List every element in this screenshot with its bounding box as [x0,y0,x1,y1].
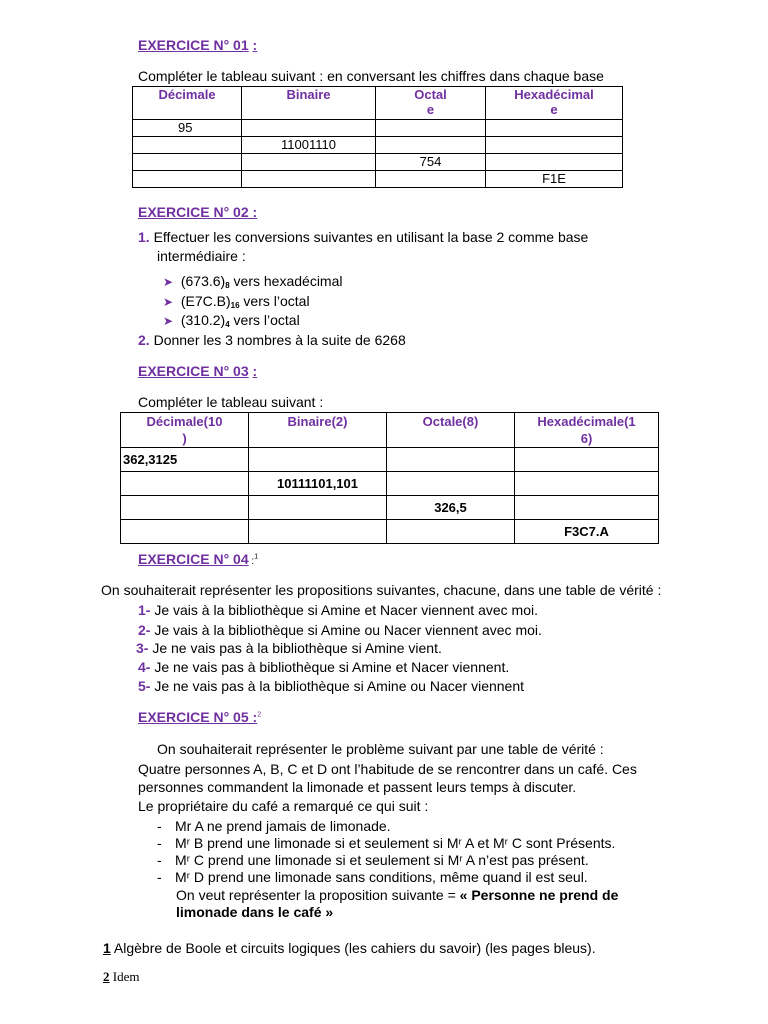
table-cell [133,171,242,188]
ex3-title-line [138,363,257,379]
ex1-colon: : [252,37,258,53]
ex1-header-cell: Binaire [242,87,376,120]
table-cell [242,171,376,188]
ex3-header-cell: Décimale(10 ) [121,413,249,448]
ex2-item1-number: 1. [138,229,150,245]
ex4-item: 4- Je ne vais pas à bibliothèque si Amine et Nacer viennent. [138,659,510,675]
table-cell: 754 [376,154,486,171]
table-cell [121,496,249,520]
ex3-table-header [121,413,659,448]
ex5-bullet: - Mr A ne prend jamais de limonade. [157,818,391,834]
arrow-bullet-icon: ➤ [163,275,174,289]
ex2-bullet: ➤ $(673.6)_8$ vers hexadécimal [163,273,343,290]
ex4-item: 5- Je ne vais pas à la bibliothèque si Amine ou Nacer viennent [138,678,525,694]
ex1-title: EXERCICE N° 01 [138,37,249,53]
ex5-intro: On souhaiterait représenter le problème suivant par une table de vérité : [157,741,604,757]
ex3-colon: : [252,363,258,379]
table-cell [249,496,387,520]
table-cell [133,154,242,171]
table-cell [486,137,623,154]
ex1-title-line [138,37,257,53]
dash-bullet-icon: - [157,869,162,885]
footnote-number: 2 [103,969,110,984]
ex4-intro: On souhaiterait représenter les propositions suivantes, chacune, dans une table de vérité : [101,582,662,598]
ex5-paragraph: Le propriétaire du café a remarqué ce qui suit : [138,798,429,814]
ex5-bullet: - Mʳ D prend une limonade sans conditions, même quand il est seul. [157,869,588,885]
ex1-table-header [133,87,623,120]
ex2-item1-text: Effectuer les conversions suivantes en utilisant la base 2 comme base [153,229,589,245]
ex4-item: 2- Je vais à la bibliothèque si Amine ou Nacer viennent avec moi. [138,622,542,638]
table-cell [387,472,515,496]
arrow-bullet-icon: ➤ [163,314,174,328]
ex3-header-cell: Binaire(2) [249,413,387,448]
ex5-proposition: On veut représenter la proposition suivante = « Personne ne prend de [176,887,619,903]
ex2-item2-text: Donner les 3 nombres à la suite de 6268 [153,332,406,348]
table-cell [486,120,623,137]
dash-bullet-icon: - [157,852,162,868]
table-cell [376,120,486,137]
table-cell [376,137,486,154]
ex3-instruction: Compléter le tableau suivant : [138,394,324,410]
table-cell: 326,5 [387,496,515,520]
table-cell [121,520,249,544]
table-row [121,472,659,496]
ex1-header-cell: Octal e [376,87,486,120]
ex5-title: EXERCICE N° 05 : [138,709,258,725]
ex1-header-cell: Décimale [133,87,242,120]
table-cell [515,448,659,472]
table-cell: 362,3125 [121,448,249,472]
ex5-bullet: - Mʳ B prend une limonade si et seulement si Mʳ A et Mʳ C sont Présents. [157,835,616,851]
table-cell: F1E [486,171,623,188]
ex1-header-cell: Hexadécimal e [486,87,623,120]
table-row [133,154,623,171]
table-cell: 11001110 [242,137,376,154]
ex2-item1-line2: intermédiaire : [157,248,246,264]
ex3-header-cell: Octale(8) [387,413,515,448]
ex5-title-line [138,709,261,725]
table-cell [249,448,387,472]
dash-bullet-icon: - [157,835,162,851]
table-cell [242,154,376,171]
table-cell [376,171,486,188]
ex1-instruction: Compléter le tableau suivant : en conversant les chiffres dans chaque base [138,68,604,84]
footnote-ref: 2 [257,711,262,719]
ex3-table [120,412,659,544]
footnote [103,940,596,956]
ex4-item: 3- Je ne vais pas à la bibliothèque si Amine vient. [136,640,442,656]
footnote [103,969,139,985]
table-cell [121,472,249,496]
dash-bullet-icon: - [157,818,162,834]
table-cell [242,120,376,137]
table-row [121,520,659,544]
table-cell: 95 [133,120,242,137]
footnote-text: Idem [109,969,140,984]
table-cell [133,137,242,154]
footnote-text: Algèbre de Boole et circuits logiques (les cahiers du savoir) (les pages bleus). [110,940,596,956]
table-cell [387,448,515,472]
arrow-bullet-icon: ➤ [163,295,174,309]
ex2-bullet: ➤ $(E7C.B)_{16}$ vers l’octal [163,293,310,310]
table-cell [515,472,659,496]
ex2-bullet: ➤ $(310.2)_4$ vers l’octal [163,312,300,329]
ex3-title: EXERCICE N° 03 [138,363,249,379]
ex5-proposition-line2: limonade dans le café » [176,904,334,920]
footnote-number: 1 [103,940,111,956]
ex4-item: 1- Je vais à la bibliothèque si Amine et Nacer viennent avec moi. [138,602,538,618]
table-cell: F3C7.A [515,520,659,544]
ex1-table [132,86,623,188]
ex3-header-cell: Hexadécimale(1 6) [515,413,659,448]
table-cell [387,520,515,544]
ex2-item1 [138,229,588,245]
table-cell [249,520,387,544]
table-cell: 10111101,101 [249,472,387,496]
table-cell [515,496,659,520]
table-cell [486,154,623,171]
footnote-ref: 1 [254,553,259,561]
ex4-title-line [138,551,258,567]
ex4-colon: : [248,556,255,567]
ex2-item2-number: 2. [138,332,150,348]
ex4-title: EXERCICE N° 04 [138,551,249,567]
table-row [133,120,623,137]
table-row [133,137,623,154]
ex5-paragraph: personnes commandent la limonade et passent leurs temps à discuter. [138,779,577,795]
table-row [133,171,623,188]
table-row [121,496,659,520]
ex2-item2 [138,332,406,348]
ex5-paragraph: Quatre personnes A, B, C et D ont l’habitude de se rencontrer dans un café. Ces [138,761,637,777]
table-row [121,448,659,472]
ex2-title: EXERCICE N° 02 : [138,204,258,220]
ex5-bullet: - Mʳ C prend une limonade si et seulement si Mʳ A n’est pas présent. [157,852,589,868]
